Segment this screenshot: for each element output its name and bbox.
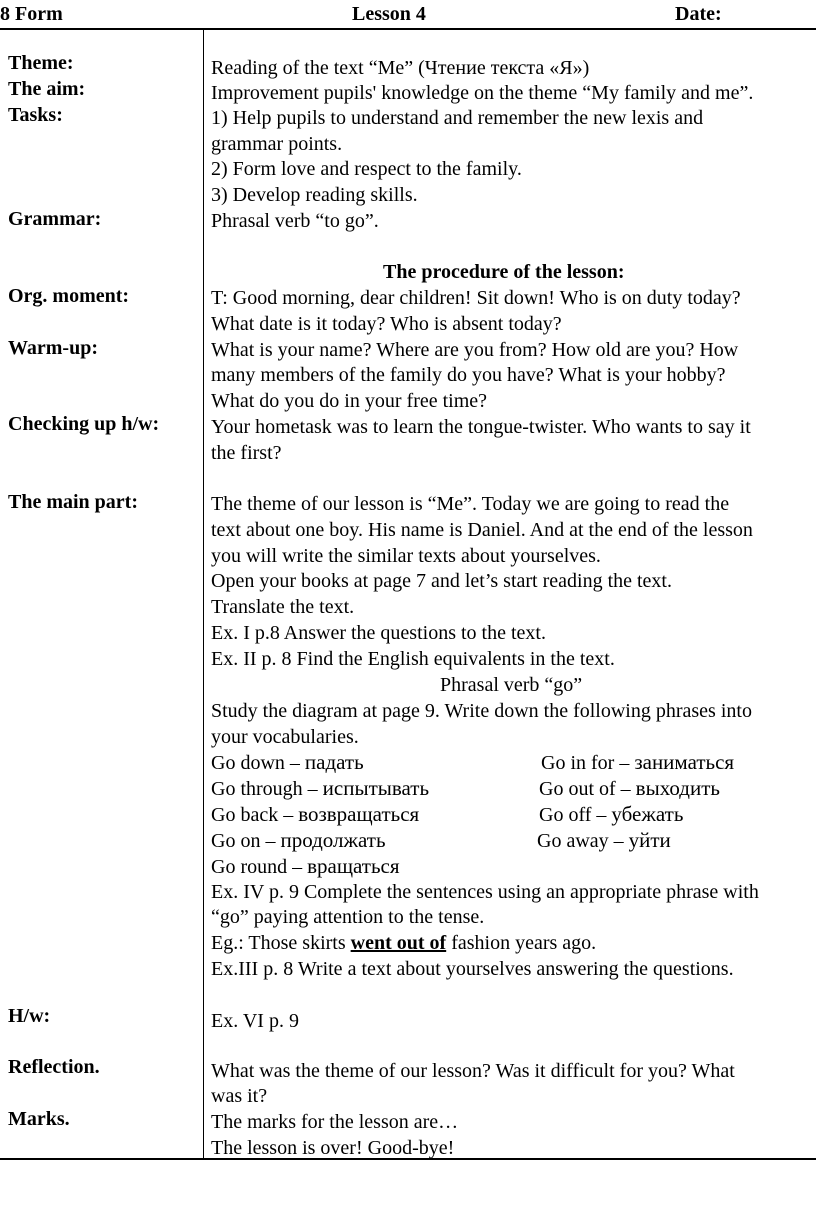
task2-text: 2) Form love and respect to the family. [211,158,522,180]
go-entry: Go out of – выходить [539,776,720,800]
hw-text: Ex. VI p. 9 [211,1010,299,1032]
task1-line2: grammar points. [211,133,343,155]
check-line2: the first? [211,442,282,464]
check-line1: Your hometask was to learn the tongue-twister. Who wants to say it [211,416,751,438]
org-line2: What date is it today? Who is absent today? [211,313,562,335]
column-divider [203,29,204,1159]
go-entry: Go down – падать [211,750,364,774]
org-line1: T: Good morning, dear children! Sit down! Who is on duty today? [211,287,741,309]
underlined-phrase: went out of [350,932,447,954]
warmup-line3: What do you do in your free time? [211,390,488,412]
main-line2: text about one boy. His name is Daniel. And at the end of the lesson [211,519,753,541]
form-label: 8 Form [0,3,63,25]
phrasal-heading: Phrasal verb “go” [440,674,583,696]
left-checking: Checking up h/w: [8,413,160,435]
main-line6: Ex. I p.8 Answer the questions to the text. [211,622,546,644]
main-line4: Open your books at page 7 and let’s start reading the text. [211,570,672,592]
task3-text: 3) Develop reading skills. [211,184,418,206]
main-line1: The theme of our lesson is “Me”. Today we are going to read the [211,493,730,515]
main-line5: Translate the text. [211,596,355,618]
go-entry: Go back – возвращаться [211,802,420,826]
go-entry: Go round – вращаться [211,854,400,878]
theme-text: Reading of the text “Me” (Чтение текста «Я») [211,57,590,79]
ex4-line1: Ex. IV p. 9 Complete the sentences using an appropriate phrase with [211,881,759,903]
task1-line1: 1) Help pupils to understand and remember the new lexis and [211,107,704,129]
go-entry: Go off – убежать [539,802,684,826]
marks-line1: The marks for the lesson are… [211,1111,459,1133]
left-tasks: Tasks: [8,104,63,126]
reflection-line1: What was the theme of our lesson? Was it difficult for you? What [211,1060,735,1082]
left-org: Org. moment: [8,285,130,307]
left-main: The main part: [8,491,138,513]
left-grammar: Grammar: [8,208,102,230]
study-line1: Study the diagram at page 9. Write down the following phrases into [211,700,752,722]
example-sentence: Eg.: Those skirts went out of fashion years ago. [211,932,597,954]
grammar-text: Phrasal verb “to go”. [211,210,379,232]
left-hw: H/w: [8,1005,51,1027]
aim-text: Improvement pupils' knowledge on the theme “My family and me”. [211,82,754,104]
main-line7: Ex. II p. 8 Find the English equivalents in the text. [211,648,615,670]
header-rule [0,28,816,30]
warmup-line1: What is your name? Where are you from? How old are you? How [211,339,739,361]
left-warmup: Warm-up: [8,337,98,359]
go-entry: Go in for – заниматься [541,750,735,774]
ex3-text: Ex.III p. 8 Write a text about yourselves answering the questions. [211,958,734,980]
left-aim: The aim: [8,78,86,100]
go-entry: Go on – продолжать [211,828,386,852]
go-entry: Go away – уйти [537,828,671,852]
go-entry: Go through – испытывать [211,776,430,800]
procedure-heading: The procedure of the lesson: [383,261,625,283]
left-marks: Marks. [8,1108,70,1130]
ex4-line2: “go” paying attention to the tense. [211,906,485,928]
warmup-line2: many members of the family do you have? What is your hobby? [211,364,726,386]
lesson-label: Lesson 4 [352,3,426,25]
reflection-line2: was it? [211,1085,268,1107]
marks-line2: The lesson is over! Good-bye! [211,1137,455,1159]
study-line2: your vocabularies. [211,726,359,748]
left-reflection: Reflection. [8,1056,100,1078]
left-theme: Theme: [8,52,74,74]
date-label: Date: [675,3,722,25]
main-line3: you will write the similar texts about yourselves. [211,545,601,567]
